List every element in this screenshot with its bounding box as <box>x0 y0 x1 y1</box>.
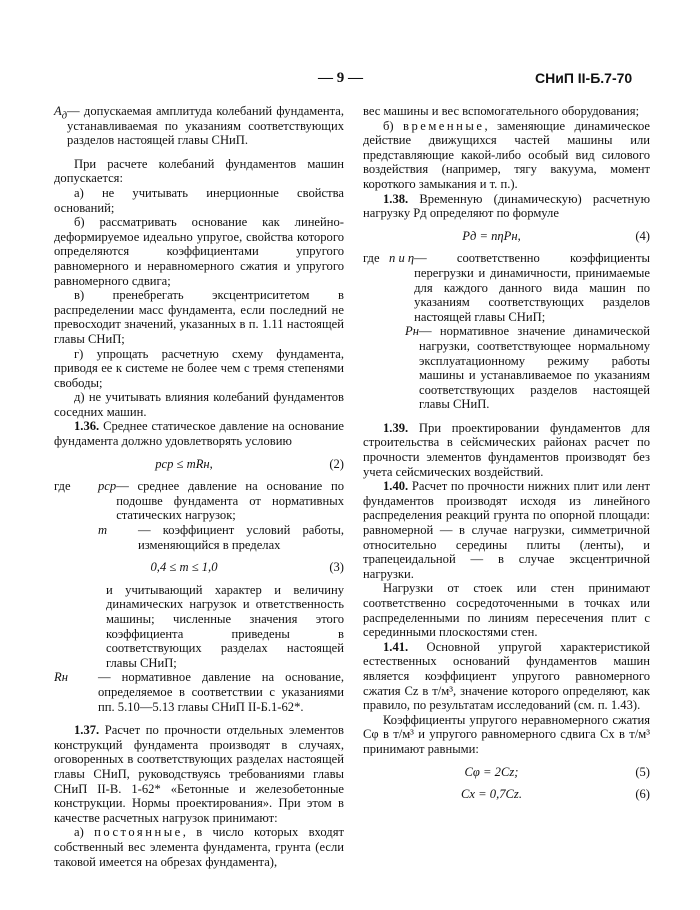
section-1-36: 1.36. Среднее статическое давление на основание фундамента должно удовлетворять условию <box>54 419 344 449</box>
list-item: а) не учитывать инерционные свойства оснований; <box>54 185 344 215</box>
formula-number: (2) <box>329 456 344 471</box>
list-item: г) упрощать расчетную схему фундамента, приводя ее к системе не более чем с тремя степенями свободы; <box>54 346 344 390</box>
formula-4 <box>363 229 650 244</box>
definition-continuation: и учитывающий характер и величину динамических нагрузок и ответственность машины; численные значения этого коэффициента приведены в соответствующих разделах настоящей главы СНиП; <box>106 582 344 670</box>
formula-number: (5) <box>635 764 650 779</box>
left-column <box>54 104 344 869</box>
definition-text: — среднее давление на основание по подошве фундамента от нормативных статических нагрузок; <box>116 479 344 523</box>
section-1-40: 1.40. Расчет по прочности нижних плит или лент фундаментов производят исходя из линейного распределения реакций грунта по опорной площади: равномерной — в случае нагрузки, симметричной относительно середины плиты (ленты), и трапецеидальной — в случае эксцентричной нагрузки. <box>363 479 650 581</box>
paragraph: При расчете колебаний фундаментов машин допускается: <box>54 156 344 186</box>
list-item: в) пренебрегать эксцентриситетом в распределении масс фундамента, если последний не превосходит значений, указанных в п. 1.11 настоящей главы СНиП; <box>54 288 344 346</box>
formula-5 <box>363 765 650 780</box>
formula-text: Cφ = 2Cz; <box>464 764 519 779</box>
definition-term: Pн <box>405 324 419 339</box>
definition-term: m <box>98 523 108 538</box>
definition-ad <box>54 104 344 148</box>
paragraph: Коэффициенты упругого неравномерного сжатия Cφ в т/м³ и упругого равномерного сдвига Cx в т/м³ принимают равными: <box>363 712 650 756</box>
definition-pn <box>363 324 650 412</box>
definition-text: — соответственно коэффициенты перегрузки и динамичности, принимаемые для каждого данного вида машин по указаниям соответствующих разделов настоящей главы СНиП; <box>414 251 650 324</box>
formula-number: (6) <box>635 787 650 802</box>
section-1-39: 1.39. При проектировании фундаментов для строительства в сейсмических районах расчет по прочности элементов фундаментов производят без учета сейсмических воздействий. <box>363 420 650 479</box>
definition-pcp <box>54 479 344 523</box>
document-code: СНиП II-Б.7-70 <box>535 70 633 86</box>
definition-text: — допускаемая амплитуда колебаний фундамента, устанавливаемая по указаниям соответствующих разделов настоящей главы СНиП. <box>67 104 344 148</box>
section-1-37: 1.37. Расчет по прочности отдельных элементов конструкций фундамента производят в случаях, оговоренных в соответствующих разделах настоящей главы СНиП, руководствуясь требованиями главы СНиП II-В. 1-62* «Бетонные и железобетонные конструкции. Нормы проектирования». При этом в качестве расчетных нагрузок принимают: <box>54 723 344 825</box>
list-item: а) постоянные, в число которых входят собственный вес элемента фундамента, грунта (если таковой имеется на обрезах фундамента), <box>54 825 344 869</box>
section-1-38: 1.38. Временную (динамическую) расчетную нагрузку Pд определяют по формуле <box>363 191 650 221</box>
formula-text: pср ≤ mRн, <box>155 456 213 471</box>
formula-3 <box>54 560 344 575</box>
definition-text: — нормативное значение динамической нагрузки, соответствующее нормальному эксплуатационному режиму работы машины и устанавливаемое по указаниям соответствующих разделов настоящей главы СНиП. <box>419 324 650 412</box>
formula-number: (4) <box>635 228 650 243</box>
where-label: где <box>54 479 71 494</box>
definition-m <box>54 523 344 552</box>
definition-rn <box>54 670 344 714</box>
right-column <box>363 104 650 810</box>
page-number: — 9 — <box>318 70 363 86</box>
formula-text: 0,4 ≤ m ≤ 1,0 <box>150 560 218 575</box>
formula-text: Pд = nηPн, <box>462 228 521 243</box>
list-item: б) временные, заменяющие динамическое действие движущихся частей машины или представляющие какой-либо особый вид силового воздействия (например, тягу вакуума, момент короткого замыкания и т. п.). <box>363 118 650 191</box>
definition-term: n и η <box>389 251 415 266</box>
definition-term: pср <box>98 479 117 494</box>
formula-text: Cx = 0,7Cz. <box>461 787 522 802</box>
formula-2 <box>54 457 344 472</box>
list-item: д) не учитывать влияния колебаний фундаментов соседних машин. <box>54 390 344 419</box>
definition-text: — коэффициент условий работы, изменяющийся в пределах <box>138 523 344 552</box>
list-item: б) рассматривать основание как линейно-деформируемое идеально упругое, свойства которого определяются коэффициентами упругого равномерного и неравномерного сжатия и упругого равномерного сдвига; <box>54 215 344 288</box>
definition-n-eta <box>363 251 650 324</box>
paragraph: Нагрузки от стоек или стен принимают соответственно сосредоточенными в точках или распределенными по линиям пересечения плит с серединными плоскостями стен. <box>363 581 650 640</box>
paragraph-continuation: вес машины и вес вспомогательного оборудования; <box>363 104 640 118</box>
section-1-41: 1.41. Основной упругой характеристикой естественных оснований фундаментов машин является коэффициент упругого равномерного сжатия Cz в т/м³, значение которого определяют, как правило, по результатам исследований (см. п. 1.43). <box>363 639 650 713</box>
definition-term: $A_д$ <box>54 104 68 122</box>
formula-6 <box>363 787 650 802</box>
where-label: где <box>363 251 380 266</box>
formula-number: (3) <box>329 560 344 575</box>
definition-text: — нормативное давление на основание, определяемое в соответствии с указаниями пп. 5.10—5.13 главы СНиП II-Б.1-62*. <box>98 670 344 714</box>
definition-term: Rн <box>54 670 68 685</box>
